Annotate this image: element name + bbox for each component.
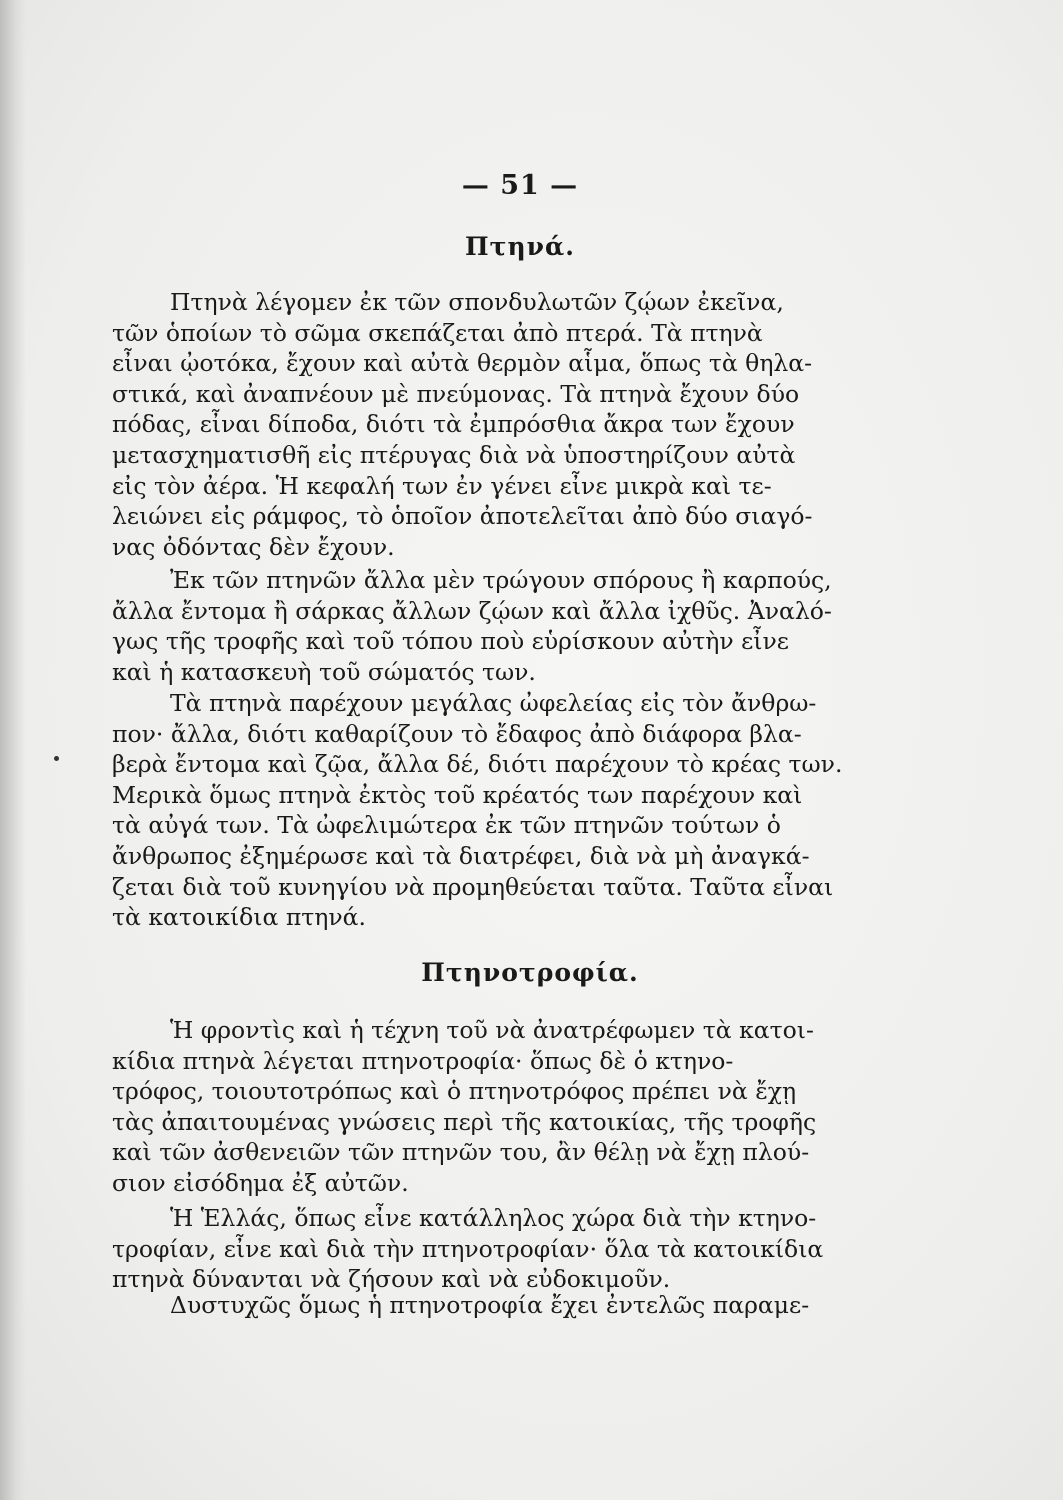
text-line: ἄλλα ἔντομα ἢ σάρκας ἄλλων ζῴων καὶ ἄλλα ἰχθῦς. Ἀναλό- bbox=[112, 596, 832, 625]
text-line: Δυστυχῶς ὅμως ἡ πτηνοτροφία ἔχει ἐντελῶς παραμε- bbox=[170, 1291, 810, 1319]
text-line: τρόφος, τοιουτοτρόπως καὶ ὁ πτηνοτρόφος πρέπει νὰ ἔχῃ bbox=[112, 1077, 797, 1106]
text-line: μετασχηματισθῆ εἰς πτέρυγας διὰ νὰ ὑποστηρίζουν αὐτὰ bbox=[112, 440, 796, 469]
text-line: πον· ἄλλα, διότι καθαρίζουν τὸ ἔδαφος ἀπὸ διάφορα βλα- bbox=[112, 719, 802, 748]
page-edge-shadow bbox=[0, 0, 26, 1500]
text-line: ἄνθρωπος ἐξημέρωσε καὶ τὰ διατρέφει, διὰ νὰ μὴ ἀναγκά- bbox=[112, 841, 810, 870]
text-line: Τὰ πτηνὰ παρέχουν μεγάλας ὠφελείας εἰς τὸν ἄνθρω- bbox=[170, 689, 817, 717]
text-line: Ἡ Ἑλλάς, ὅπως εἶνε κατάλληλος χώρα διὰ τὴν κτηνο- bbox=[170, 1204, 817, 1232]
text-line: Ἐκ τῶν πτηνῶν ἄλλα μὲν τρώγουν σπόρους ἢ καρπούς, bbox=[170, 566, 832, 594]
text-line: τῶν ὁποίων τὸ σῶμα σκεπάζεται ἀπὸ πτερά. Τὰ πτηνὰ bbox=[112, 318, 763, 347]
paragraph-unfortunately bbox=[112, 1290, 922, 1321]
text-line: πτηνὰ δύνανται νὰ ζήσουν καὶ νὰ εὐδοκιμοῦν. bbox=[112, 1265, 671, 1294]
paragraph-poultry-care bbox=[112, 1015, 922, 1199]
text-line: εἶναι ᾠοτόκα, ἔχουν καὶ αὐτὰ θερμὸν αἷμα, ὅπως τὰ θηλα- bbox=[112, 349, 813, 378]
margin-mark bbox=[54, 756, 59, 761]
section-heading-birds: Πτηνά. bbox=[465, 232, 575, 261]
text-line: νας ὀδόντας δὲν ἔχουν. bbox=[112, 532, 395, 561]
paragraph-birds-benefits bbox=[112, 688, 922, 933]
text-line: Ἡ φροντὶς καὶ ἡ τέχνη τοῦ νὰ ἀνατρέφωμεν τὰ κατοι- bbox=[170, 1016, 814, 1044]
text-line: ζεται διὰ τοῦ κυνηγίου νὰ προμηθεύεται ταῦτα. Ταῦτα εἶναι bbox=[112, 872, 834, 901]
section-heading-poultry-farming: Πτηνοτροφία. bbox=[421, 958, 639, 987]
text-line: βερὰ ἔντομα καὶ ζῷα, ἄλλα δέ, διότι παρέχουν τὸ κρέας των. bbox=[112, 750, 843, 779]
text-line: καὶ τῶν ἀσθενειῶν τῶν πτηνῶν του, ἂν θέλῃ νὰ ἔχῃ πλού- bbox=[112, 1138, 810, 1167]
text-line: τὰς ἀπαιτουμένας γνώσεις περὶ τῆς κατοικίας, τῆς τροφῆς bbox=[112, 1107, 817, 1136]
text-line: τὰ αὐγά των. Τὰ ὠφελιμώτερα ἐκ τῶν πτηνῶν τούτων ὁ bbox=[112, 811, 781, 840]
text-line: καὶ ἡ κατασκευὴ τοῦ σώματός των. bbox=[112, 657, 536, 686]
text-line: γως τῆς τροφῆς καὶ τοῦ τόπου ποὺ εὑρίσκουν αὐτὴν εἶνε bbox=[112, 627, 789, 656]
page-number: — 51 — bbox=[461, 170, 579, 201]
text-line: τὰ κατοικίδια πτηνά. bbox=[112, 903, 367, 932]
text-line: εἰς τὸν ἀέρα. Ἡ κεφαλή των ἐν γένει εἶνε μικρὰ καὶ τε- bbox=[112, 471, 772, 500]
text-line: στικά, καὶ ἀναπνέουν μὲ πνεύμονας. Τὰ πτηνὰ ἔχουν δύο bbox=[112, 379, 800, 408]
text-line: Μερικὰ ὅμως πτηνὰ ἐκτὸς τοῦ κρέατός των παρέχουν καὶ bbox=[112, 780, 803, 809]
text-line: Πτηνὰ λέγομεν ἐκ τῶν σπονδυλωτῶν ζῴων ἐκεῖνα, bbox=[170, 288, 784, 316]
paragraph-birds-diet bbox=[112, 565, 922, 687]
text-line: σιον εἰσόδημα ἐξ αὐτῶν. bbox=[112, 1168, 409, 1197]
text-line: λειώνει εἰς ράμφος, τὸ ὁποῖον ἀποτελεῖται ἀπὸ δύο σιαγό- bbox=[112, 502, 813, 531]
text-line: κίδια πτηνὰ λέγεται πτηνοτροφία· ὅπως δὲ ὁ κτηνο- bbox=[112, 1046, 734, 1075]
paragraph-birds-definition bbox=[112, 287, 922, 562]
paragraph-greece-suitability bbox=[112, 1203, 922, 1295]
text-line: πόδας, εἶναι δίποδα, διότι τὰ ἐμπρόσθια ἄκρα των ἔχουν bbox=[112, 410, 795, 439]
text-line: τροφίαν, εἶνε καὶ διὰ τὴν πτηνοτροφίαν· ὅλα τὰ κατοικίδια bbox=[112, 1234, 824, 1263]
